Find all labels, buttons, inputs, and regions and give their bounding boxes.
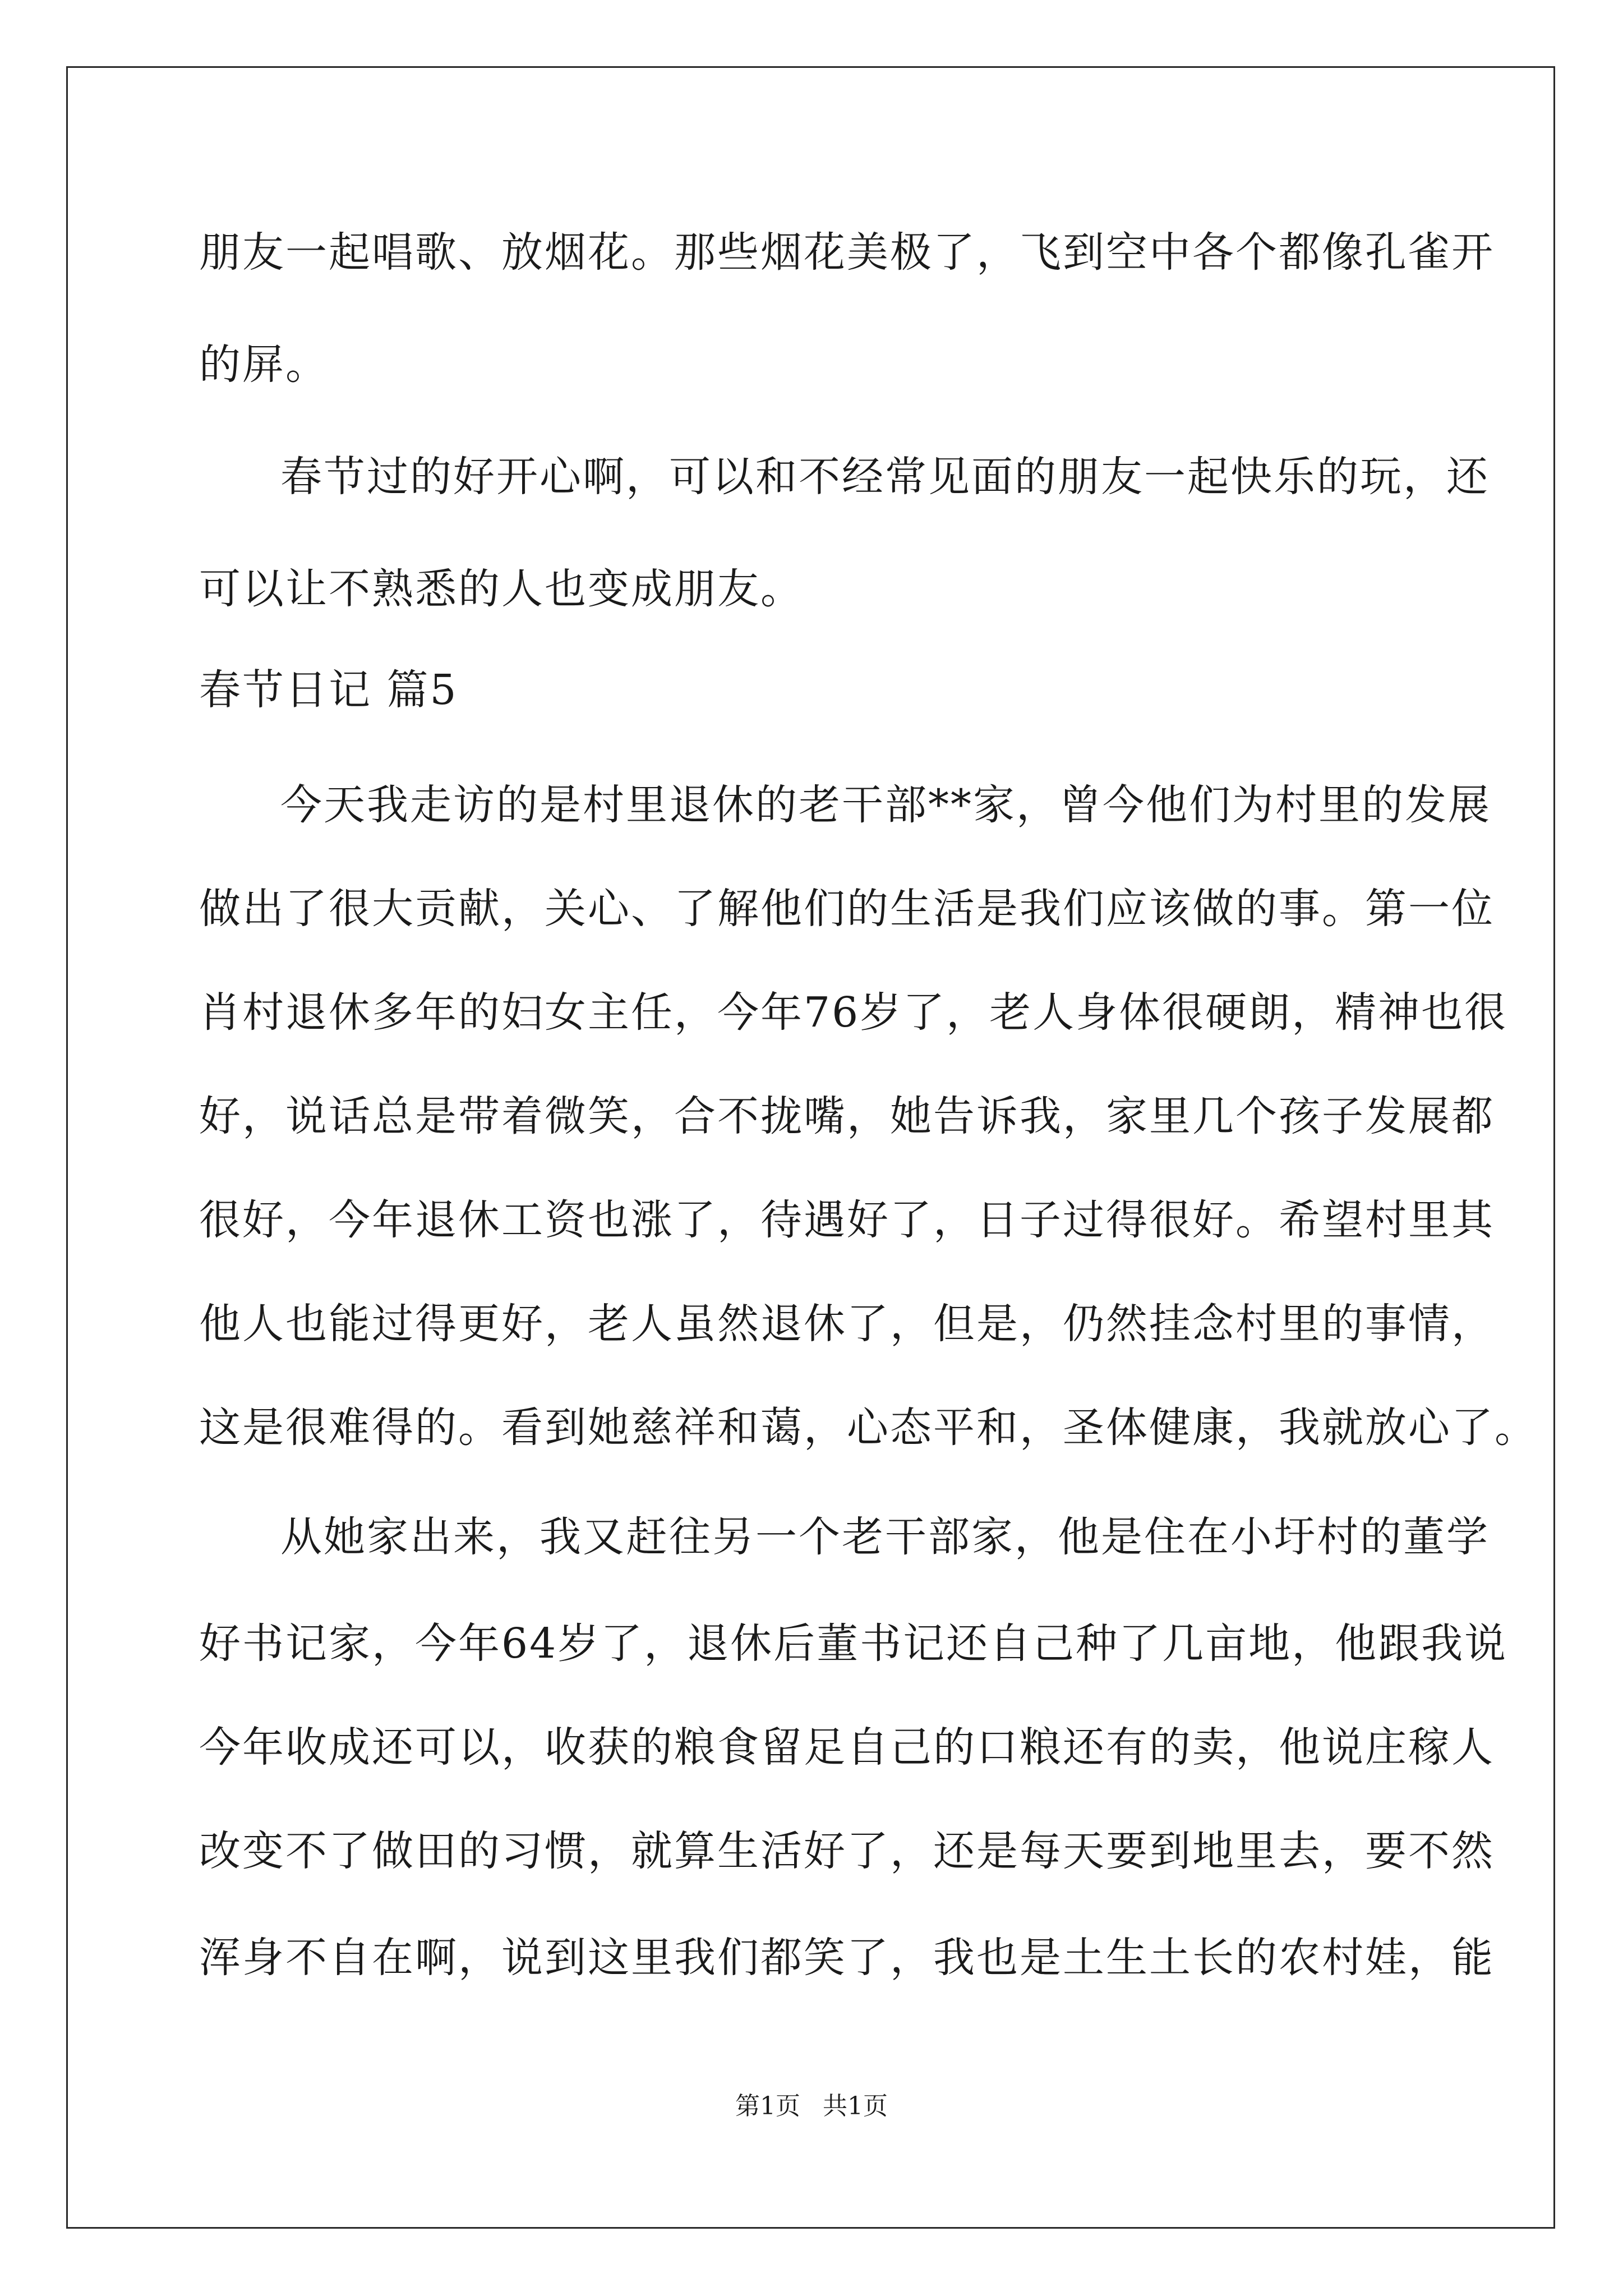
section-heading: 春节日记 篇5 [199,666,458,714]
paragraph-line: 的屏。 [199,341,329,389]
paragraph-line: 好，说话总是带着微笑，合不拢嘴，她告诉我，家里几个孩子发展都 [199,1092,1495,1140]
paragraph-line: 今年收成还可以，收获的粮食留足自己的口粮还有的卖，他说庄稼人 [199,1723,1495,1772]
paragraph-line: 他人也能过得更好，老人虽然退休了，但是，仍然挂念村里的事情， [199,1300,1495,1348]
paragraph-line: 今天我走访的是村里退休的老干部**家，曾今他们为村里的发展 [280,781,1491,829]
paragraph-line: 这是很难得的。看到她慈祥和蔼，心态平和，圣体健康，我就放心了。 [199,1404,1538,1452]
paragraph-line: 改变不了做田的习惯，就算生活好了，还是每天要到地里去，要不然 [199,1827,1495,1875]
page-total: 共1页 [823,2092,888,2120]
paragraph-line: 朋友一起唱歌、放烟花。那些烟花美极了，飞到空中各个都像孔雀开 [199,228,1495,277]
paragraph-line: 春节过的好开心啊，可以和不经常见面的朋友一起快乐的玩，还 [280,453,1490,501]
paragraph-line: 很好，今年退休工资也涨了，待遇好了，日子过得很好。希望村里其 [199,1196,1495,1244]
paragraph-line: 肖村退休多年的妇女主任，今年76岁了，老人身体很硬朗，精神也很 [199,988,1508,1037]
paragraph-line: 浑身不自在啊，说到这里我们都笑了，我也是土生土长的农村娃，能 [199,1934,1495,1982]
page-number: 第1页 [735,2092,800,2120]
paragraph-line: 从她家出来，我又赶往另一个老干部家，他是住在小圩村的董学 [280,1513,1490,1561]
paragraph-line: 可以让不熟悉的人也变成朋友。 [199,565,804,613]
paragraph-line: 做出了很大贡献，关心、了解他们的生活是我们应该做的事。第一位 [199,885,1495,933]
paragraph-line: 好书记家，今年64岁了，退休后董书记还自己种了几亩地，他跟我说 [199,1619,1508,1668]
page-footer [0,2090,1623,2123]
